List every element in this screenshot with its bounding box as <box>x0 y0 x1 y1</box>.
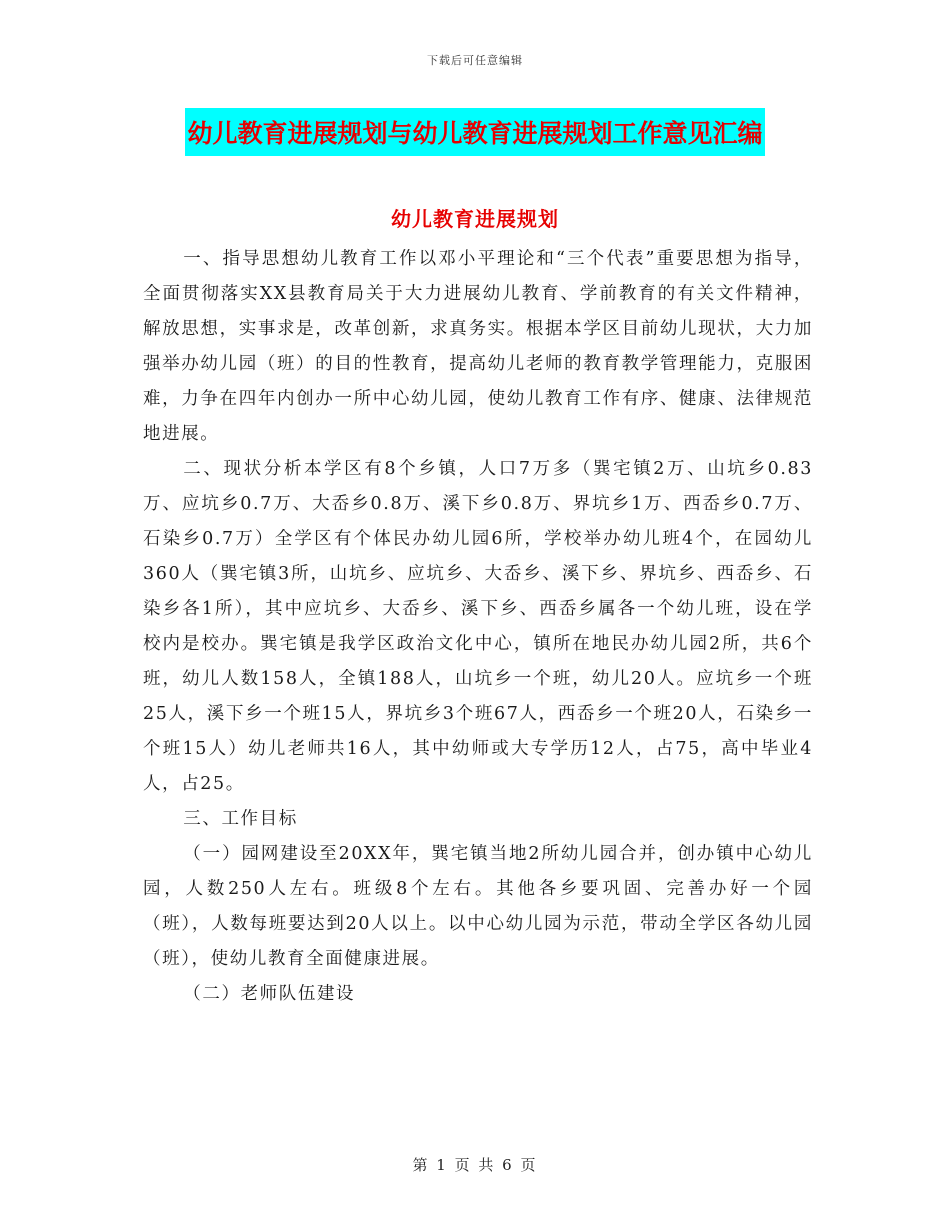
document-body <box>143 242 813 1012</box>
paragraph-status-analysis: 二、现状分析本学区有8个乡镇，人口7万多（巽宅镇2万、山坑乡0.83万、应坑乡0.7万、大岙乡0.8万、溪下乡0.8万、界坑乡1万、西岙乡0.7万、石染乡0.7万）全学区有个体民办幼儿园6所，学校举办幼儿班4个，在园幼儿360人（巽宅镇3所，山坑乡、应坑乡、大岙乡、溪下乡、界坑乡、西岙乡、石染乡各1所），其中应坑乡、大岙乡、溪下乡、西岙乡属各一个幼儿班，设在学校内是校办。巽宅镇是我学区政治文化中心，镇所在地民办幼儿园2所，共6个班，幼儿人数158人，全镇188人，山坑乡一个班，幼儿20人。应坑乡一个班25人，溪下乡一个班15人，界坑乡3个班67人，西岙乡一个班20人，石染乡一个班15人）幼儿老师共16人，其中幼师或大专学历12人，占75，高中毕业4人，占25。 <box>143 459 813 794</box>
paragraph-guiding-ideology: 一、指导思想幼儿教育工作以邓小平理论和“三个代表”重要思想为指导，全面贯彻落实XX县教育局关于大力进展幼儿教育、学前教育的有关文件精神，解放思想，实事求是，改革创新，求真务实。根据本学区目前幼儿现状，大力加强举办幼儿园（班）的目的性教育，提高幼儿老师的教育教学管理能力，克服困难，力争在四年内创办一所中心幼儿园，使幼儿教育工作有序、健康、法律规范地进展。 <box>143 249 813 444</box>
paragraph-network-construction: （一）园网建设至20XX年，巽宅镇当地2所幼儿园合并，创办镇中心幼儿园，人数250人左右。班级8个左右。其他各乡要巩固、完善办好一个园（班），人数每班要达到20人以上。以中心幼儿园为示范，带动全学区各幼儿园（班），使幼儿教育全面健康进展。 <box>143 844 813 969</box>
page-footer: 第 1 页 共 6 页 <box>412 1156 538 1174</box>
section-title: 幼儿教育进展规划 <box>391 207 559 231</box>
paragraph-work-goals: 三、工作目标 <box>183 809 298 829</box>
document-title-container <box>0 108 950 156</box>
document-title: 幼儿教育进展规划与幼儿教育进展规划工作意见汇编 <box>185 108 764 156</box>
page-header: 下载后可任意编辑 <box>427 54 523 67</box>
paragraph-teacher-team: （二）老师队伍建设 <box>183 984 356 1004</box>
